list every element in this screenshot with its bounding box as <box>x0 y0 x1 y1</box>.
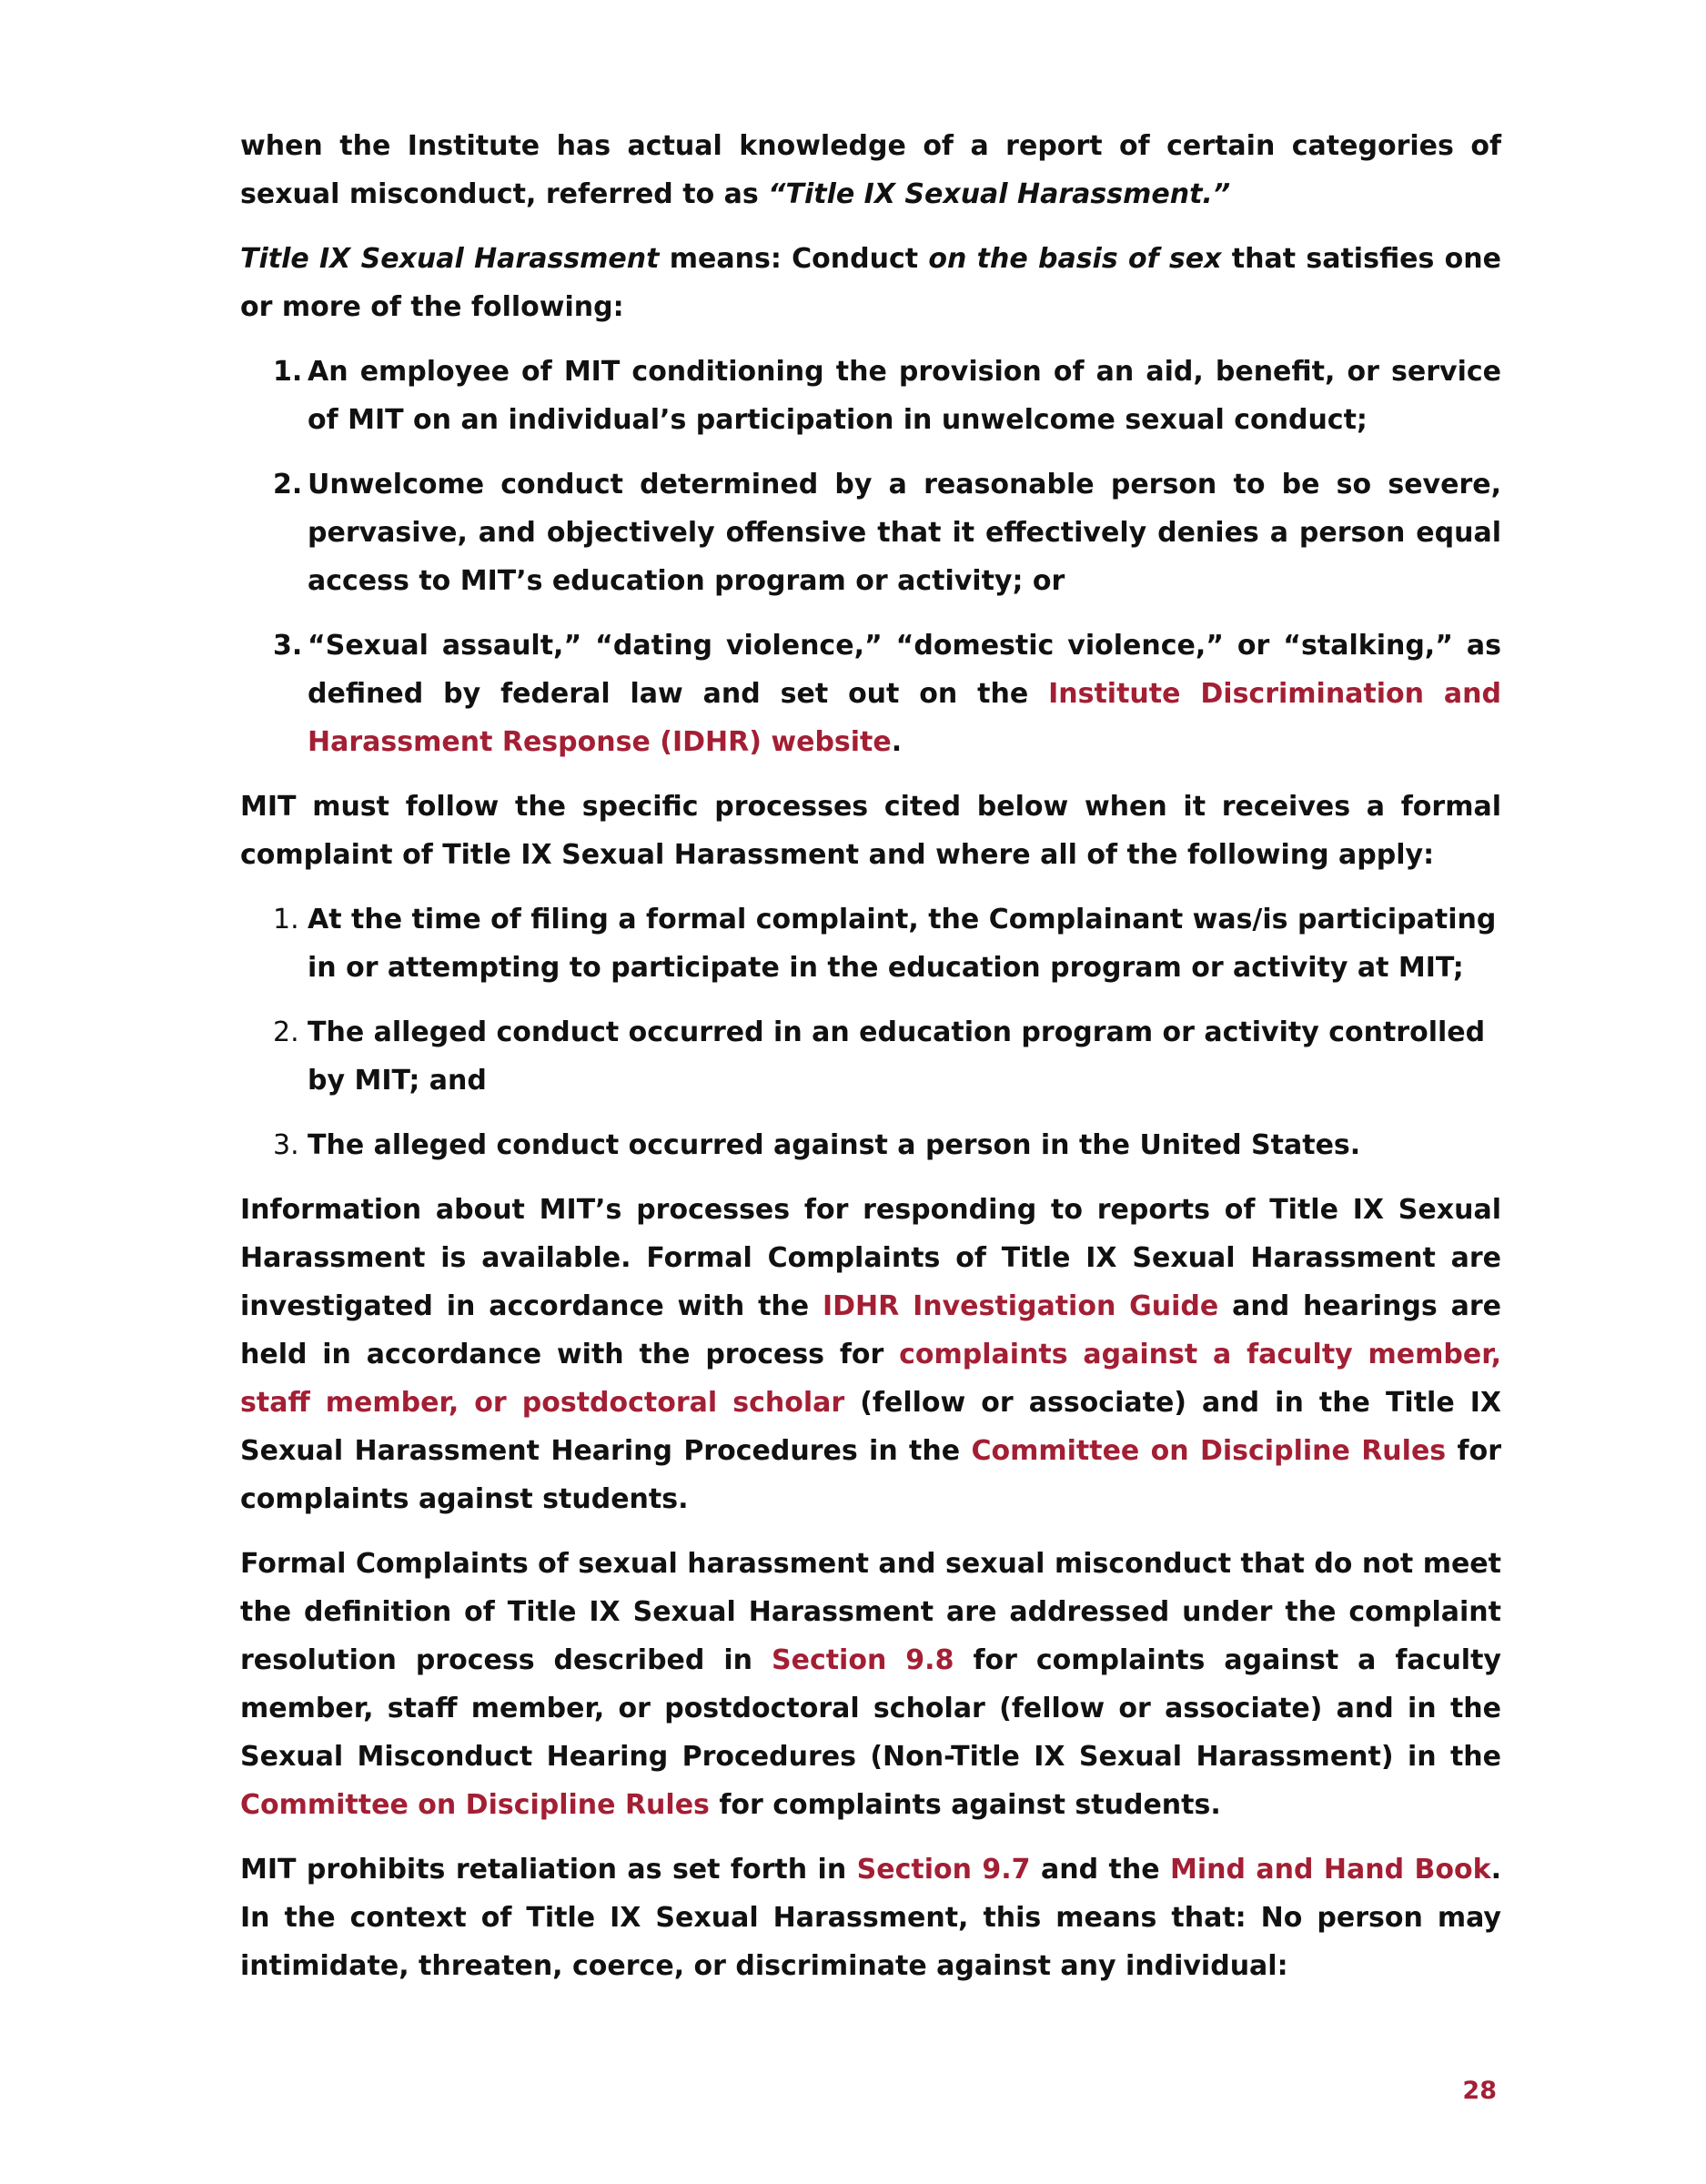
paragraph-text: for complaints against students. <box>240 1435 1501 1515</box>
paragraph-retaliation <box>240 1845 1501 1990</box>
paragraph-text: for complaints against students. <box>709 1789 1221 1821</box>
mind-and-hand-book-link[interactable]: Mind and Hand Book <box>1170 1854 1491 1886</box>
paragraph-text: when the Institute has actual knowledge of a report of certain categories of sexual misconduct, referred to as <box>240 130 1501 210</box>
section-9-8-link[interactable]: Section 9.8 <box>771 1644 954 1676</box>
emphasized-term: “Title IX Sexual Harassment.” <box>768 178 1231 210</box>
paragraph-text: for complaints against a faculty member, staff member, or postdoctoral scholar (fellow or associate) and in the Sexual Misconduct Hearing Procedures (Non-Title IX Sexual Harassment) in the <box>240 1644 1501 1773</box>
complaints-faculty-staff-link[interactable]: complaints against a faculty member, staff member, or postdoctoral scholar <box>240 1339 1501 1419</box>
paragraph-text: Formal Complaints of sexual harassment and sexual misconduct that do not meet the definition of Title IX Sexual Harassment are addressed under the complaint resolution process described in <box>240 1548 1501 1676</box>
idhr-investigation-guide-link[interactable]: IDHR Investigation Guide <box>822 1290 1219 1322</box>
paragraph-text: . In the context of Title IX Sexual Harassment, this means that: No person may intimidate, threaten, coerce, or discriminate against any individual: <box>240 1854 1501 1982</box>
emphasized-phrase: on the basis of sex <box>928 243 1222 275</box>
list-item <box>240 1008 1501 1105</box>
list-item-text: At the time of filing a formal complaint, the Complainant was/is participating in or attempting to participate in the education program or activity at MIT; <box>308 904 1497 984</box>
paragraph-text: and the <box>1030 1854 1170 1886</box>
list-item-text: “Sexual assault,” “dating violence,” “domestic violence,” or “stalking,” as defined by federal law and set out on the <box>308 630 1501 710</box>
paragraph-text: that satisfies one or more of the following: <box>240 243 1501 323</box>
list-item-text: The alleged conduct occurred in an education program or activity controlled by MIT; and <box>308 1016 1486 1097</box>
paragraph-definition <box>240 235 1501 331</box>
page-number: 28 <box>1462 2077 1497 2105</box>
paragraph-text: MIT prohibits retaliation as set forth in <box>240 1854 857 1886</box>
paragraph-information <box>240 1186 1501 1523</box>
paragraph-formal-complaints <box>240 1540 1501 1829</box>
list-number: 1. <box>273 356 303 388</box>
committee-on-discipline-rules-link[interactable]: Committee on Discipline Rules <box>971 1435 1447 1467</box>
list-item <box>240 895 1501 992</box>
committee-on-discipline-rules-link[interactable]: Committee on Discipline Rules <box>240 1789 710 1821</box>
paragraph-text: and hearings are held in accordance with the process for <box>240 1290 1501 1370</box>
paragraph-text: (fellow or associate) and in the Title IX Sexual Harassment Hearing Procedures in the <box>240 1387 1502 1467</box>
list-number: 3. <box>273 1129 299 1161</box>
list-item-text: The alleged conduct occurred against a person in the United States. <box>308 1129 1361 1161</box>
list-number: 2. <box>273 469 303 500</box>
paragraph-title-ix-intro <box>240 122 1501 218</box>
section-9-7-link[interactable]: Section 9.7 <box>856 1854 1031 1886</box>
defined-term: Title IX Sexual Harassment <box>240 243 660 275</box>
list-number: 3. <box>273 630 303 662</box>
list-number: 2. <box>273 1016 299 1048</box>
list-item <box>240 622 1501 766</box>
paragraph-text: Information about MIT’s processes for responding to reports of Title IX Sexual Harassment is available. Formal Complaints of Title IX Sexual Harassment are investigated in accordance with the <box>240 1194 1501 1322</box>
idhr-website-link[interactable]: Institute Discrimination and Harassment Response (IDHR) website <box>308 678 1501 758</box>
list-item <box>240 348 1501 444</box>
list-item-text: An employee of MIT conditioning the provision of an aid, benefit, or service of MIT on an individual’s participation in unwelcome sexual conduct; <box>308 356 1501 436</box>
document-body <box>240 122 1501 2007</box>
paragraph-processes: MIT must follow the specific processes cited below when it receives a formal complaint of Title IX Sexual Harassment and where all of the following apply: <box>240 791 1501 871</box>
list-item <box>240 1121 1501 1169</box>
list-number: 1. <box>273 904 299 935</box>
list-item-text: Unwelcome conduct determined by a reasonable person to be so severe, pervasive, and objectively offensive that it effectively denies a person equal access to MIT’s education program or activity; or <box>308 469 1501 597</box>
definition-list <box>240 348 1501 766</box>
paragraph-text: means: Conduct <box>659 243 929 275</box>
conditions-list <box>240 895 1501 1169</box>
list-item <box>240 460 1501 605</box>
list-item-text: . <box>891 726 903 758</box>
